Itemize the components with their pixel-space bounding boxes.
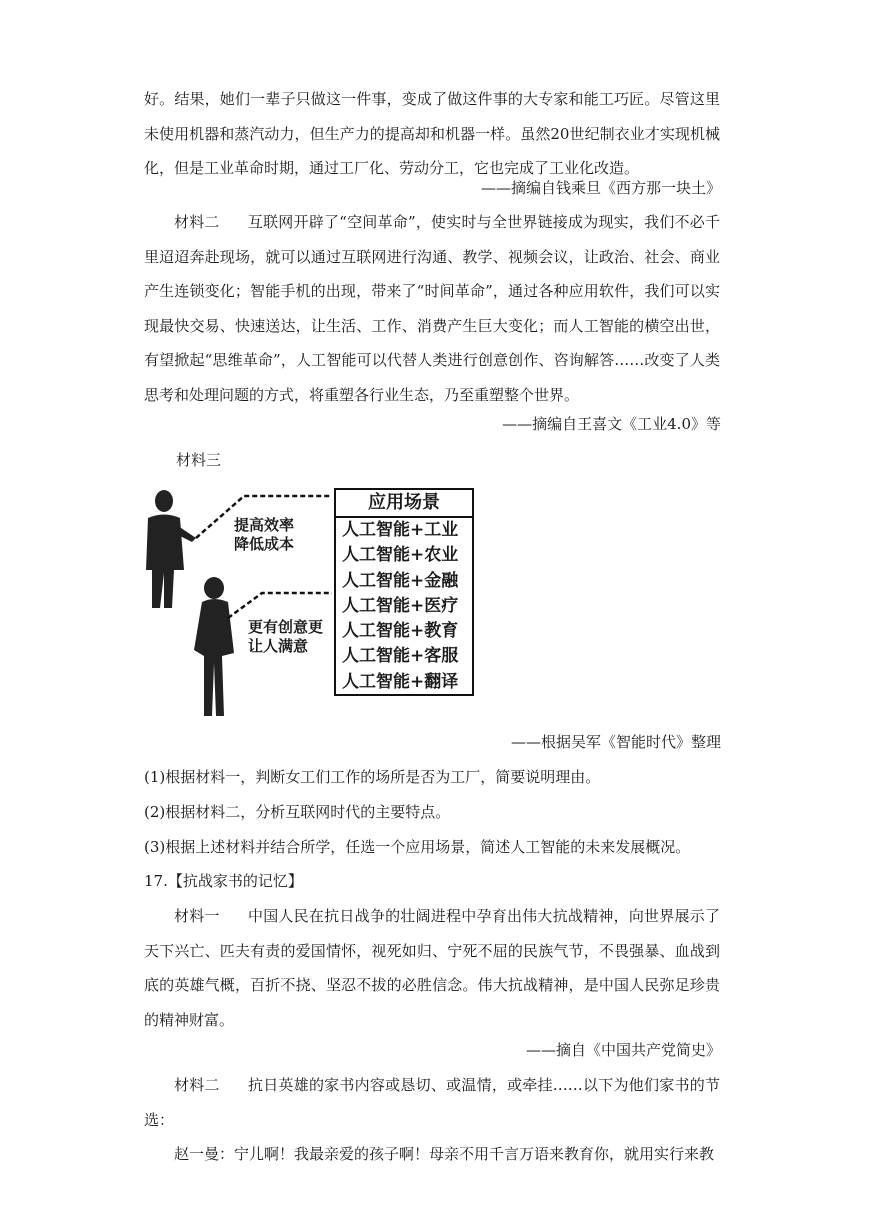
source-citation-1: ——摘编自钱乘旦《西方那一块土》 xyxy=(480,179,721,197)
material-two xyxy=(144,205,720,412)
source-citation-3: ——根据吴军《智能时代》整理 xyxy=(510,733,721,751)
q17-material-two xyxy=(144,1068,720,1137)
scenario-item: 人工智能+教育 xyxy=(342,621,459,642)
material-two-label: 材料二 xyxy=(174,213,220,231)
question-1: (1)根据材料一，判断女工们工作的场所是否为工厂，简要说明理由。 xyxy=(144,768,601,786)
question-3: (3)根据上述材料并结合所学，任选一个应用场景，简述人工智能的未来发展概况。 xyxy=(144,838,691,856)
scenario-item: 人工智能+客服 xyxy=(342,646,459,667)
q17-material-one xyxy=(144,899,720,1037)
question-2: (2)根据材料二，分析互联网时代的主要特点。 xyxy=(144,803,451,821)
scenario-item: 人工智能+翻译 xyxy=(342,671,459,692)
q17-letter-excerpt: 赵一曼：宁儿啊！我最亲爱的孩子啊！母亲不用千言万语来教育你，就用实行来教 xyxy=(174,1145,715,1163)
source-citation-4: ——摘自《中国共产党简史》 xyxy=(525,1041,721,1059)
question-17-title: 17.【抗战家书的记忆】 xyxy=(144,872,303,890)
q17-material-two-text: 抗日英雄的家书内容或恳切、或温情，或牵挂……以下为他们家书的节选： xyxy=(144,1076,720,1129)
material-one-tail: 好。结果，她们一辈子只做这一件事，变成了做这件事的大专家和能工巧匠。尽管这里未使用机器和蒸汽动力，但生产力的提高却和机器一样。虽然20世纪制衣业才实现机械化，但是工业革命时期，通过工厂化、劳动分工，它也完成了工业化改造。 xyxy=(144,90,720,177)
application-scenario-box xyxy=(334,488,474,696)
q17-material-one-label: 材料一 xyxy=(174,907,220,925)
box-title: 应用场景 xyxy=(336,490,472,518)
callout-man: 提高效率 降低成本 xyxy=(234,516,295,553)
application-scenario-figure xyxy=(144,478,484,728)
scenario-item: 人工智能+金融 xyxy=(342,570,459,591)
q17-material-two-label: 材料二 xyxy=(174,1076,220,1094)
man-silhouette-icon xyxy=(146,490,196,608)
q17-material-one-text: 中国人民在抗日战争的壮阔进程中孕育出伟大抗战精神，向世界展示了天下兴亡、匹夫有责的爱国情怀，视死如归、宁死不屈的民族气节，不畏强暴、血战到底的英雄气概，百折不挠、坚忍不拔的必胜信念。伟大抗战精神，是中国人民弥足珍贵的精神财富。 xyxy=(144,907,720,1029)
scenario-item: 人工智能+医疗 xyxy=(342,595,459,616)
source-citation-2: ——摘编自王喜文《工业4.0》等 xyxy=(502,415,721,433)
callout-woman: 更有创意更 让人满意 xyxy=(248,618,324,655)
woman-silhouette-icon xyxy=(194,577,234,716)
scenario-item: 人工智能+农业 xyxy=(342,545,459,566)
material-two-text: 互联网开辟了“空间革命”，使实时与全世界链接成为现实，我们不必千里迢迢奔赴现场，就可以通过互联网进行沟通、教学、视频会议，让政治、社会、商业产生连锁变化；智能手机的出现，带来了“时间革命”，通过各种应用软件，我们可以实现最快交易、快速送达，让生活、工作、消费产生巨大变化；而人工智能的横空出世，有望掀起“思维革命”，人工智能可以代替人类进行创意创作、咨询解答……改变了人类思考和处理问题的方式，将重塑各行业生态，乃至重塑整个世界。 xyxy=(144,213,720,404)
material-three-label: 材料三 xyxy=(176,451,222,469)
scenario-item: 人工智能+工业 xyxy=(342,520,459,540)
